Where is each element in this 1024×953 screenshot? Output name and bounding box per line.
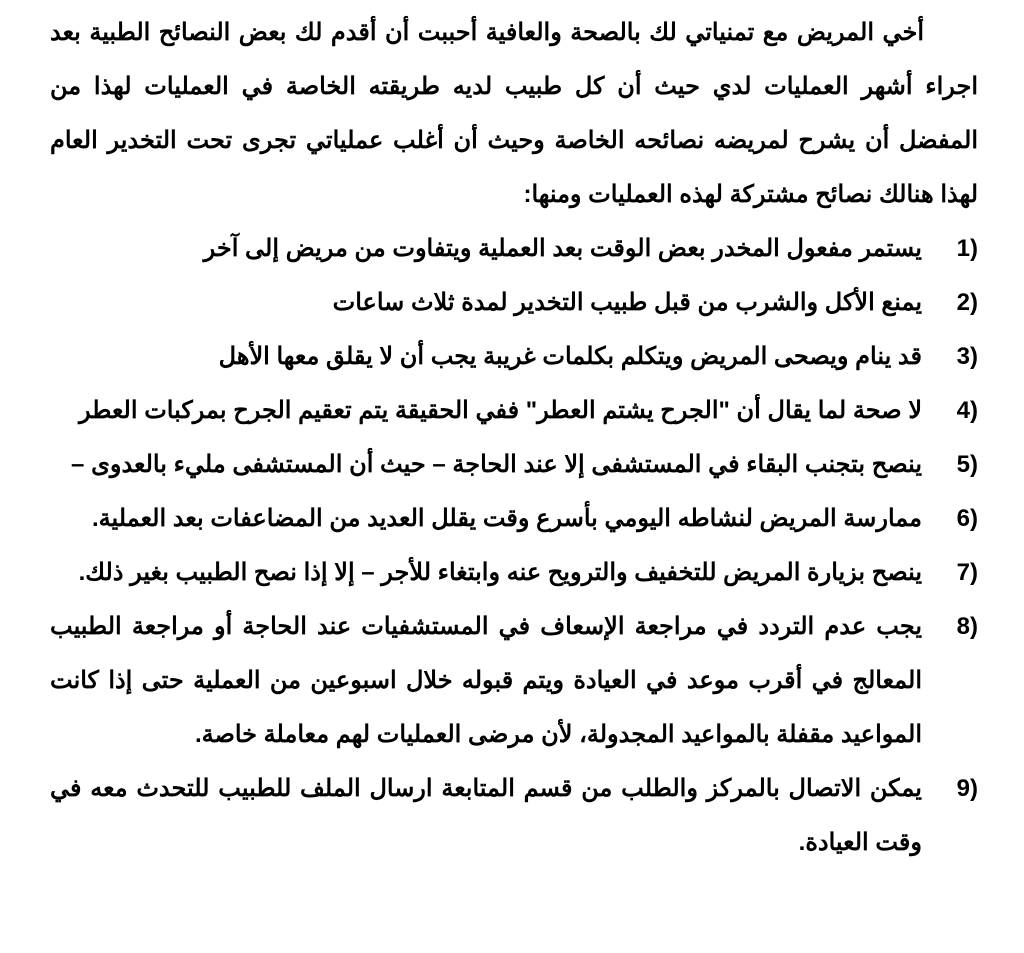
advice-list (50, 222, 978, 870)
list-item (50, 438, 978, 492)
list-item (50, 384, 978, 438)
item-text: ينصح بزيارة المريض للتخفيف والترويح عنه وابتغاء للأجر – إلا إذا نصح الطبيب بغير ذلك. (78, 559, 922, 586)
item-number: 5) (956, 451, 978, 478)
item-text: ينصح بتجنب البقاء في المستشفى إلا عند الحاجة – حيث أن المستشفى مليء بالعدوى – (71, 451, 922, 478)
list-item (50, 546, 978, 600)
list-item (50, 222, 978, 276)
list-item (50, 762, 978, 870)
list-item (50, 600, 978, 762)
list-item (50, 492, 978, 546)
list-item (50, 276, 978, 330)
item-number: 2) (956, 289, 978, 316)
list-item (50, 330, 978, 384)
item-text: قد ينام ويصحى المريض ويتكلم بكلمات غريبة يجب أن لا يقلق معها الأهل (218, 343, 922, 370)
item-number: 9) (956, 775, 978, 802)
item-number: 7) (956, 559, 978, 586)
item-text: يمكن الاتصال بالمركز والطلب من قسم المتابعة ارسال الملف للطبيب للتحدث معه في وقت العيادة. (50, 775, 922, 856)
item-number: 3) (956, 343, 978, 370)
intro-paragraph: أخي المريض مع تمنياتي لك بالصحة والعافية أحببت أن أقدم لك بعض النصائح الطبية بعد اجراء أشهر العمليات لدي حيث أن كل طبيب لديه طريقته الخاصة في العمليات لهذا من المفضل أن يشرح لمريضه نصائحه الخاصة وحيث أن أغلب عملياتي تجرى تحت التخدير العام لهذا هنالك نصائح مشتركة لهذه العمليات ومنها: (50, 19, 978, 208)
item-number: 8) (956, 613, 978, 640)
item-text: ممارسة المريض لنشاطه اليومي بأسرع وقت يقلل العديد من المضاعفات بعد العملية. (91, 505, 922, 532)
item-text: يمنع الأكل والشرب من قبل طبيب التخدير لمدة ثلاث ساعات (332, 289, 922, 316)
item-number: 6) (956, 505, 978, 532)
item-text: يجب عدم التردد في مراجعة الإسعاف في المستشفيات عند الحاجة أو مراجعة الطبيب المعالج في أقرب موعد في العيادة ويتم قبوله خلال اسبوعين من العملية حتى إذا كانت المواعيد مقفلة بالمواعيد المجدولة، لأن مرضى العمليات لهم معاملة خاصة. (50, 613, 922, 748)
item-number: 4) (956, 397, 978, 424)
item-text: لا صحة لما يقال أن "الجرح يشتم العطر" ففي الحقيقة يتم تعقيم الجرح بمركبات العطر (79, 397, 922, 424)
item-number: 1) (956, 235, 978, 262)
item-text: يستمر مفعول المخدر بعض الوقت بعد العملية ويتفاوت من مريض إلى آخر (203, 235, 922, 262)
